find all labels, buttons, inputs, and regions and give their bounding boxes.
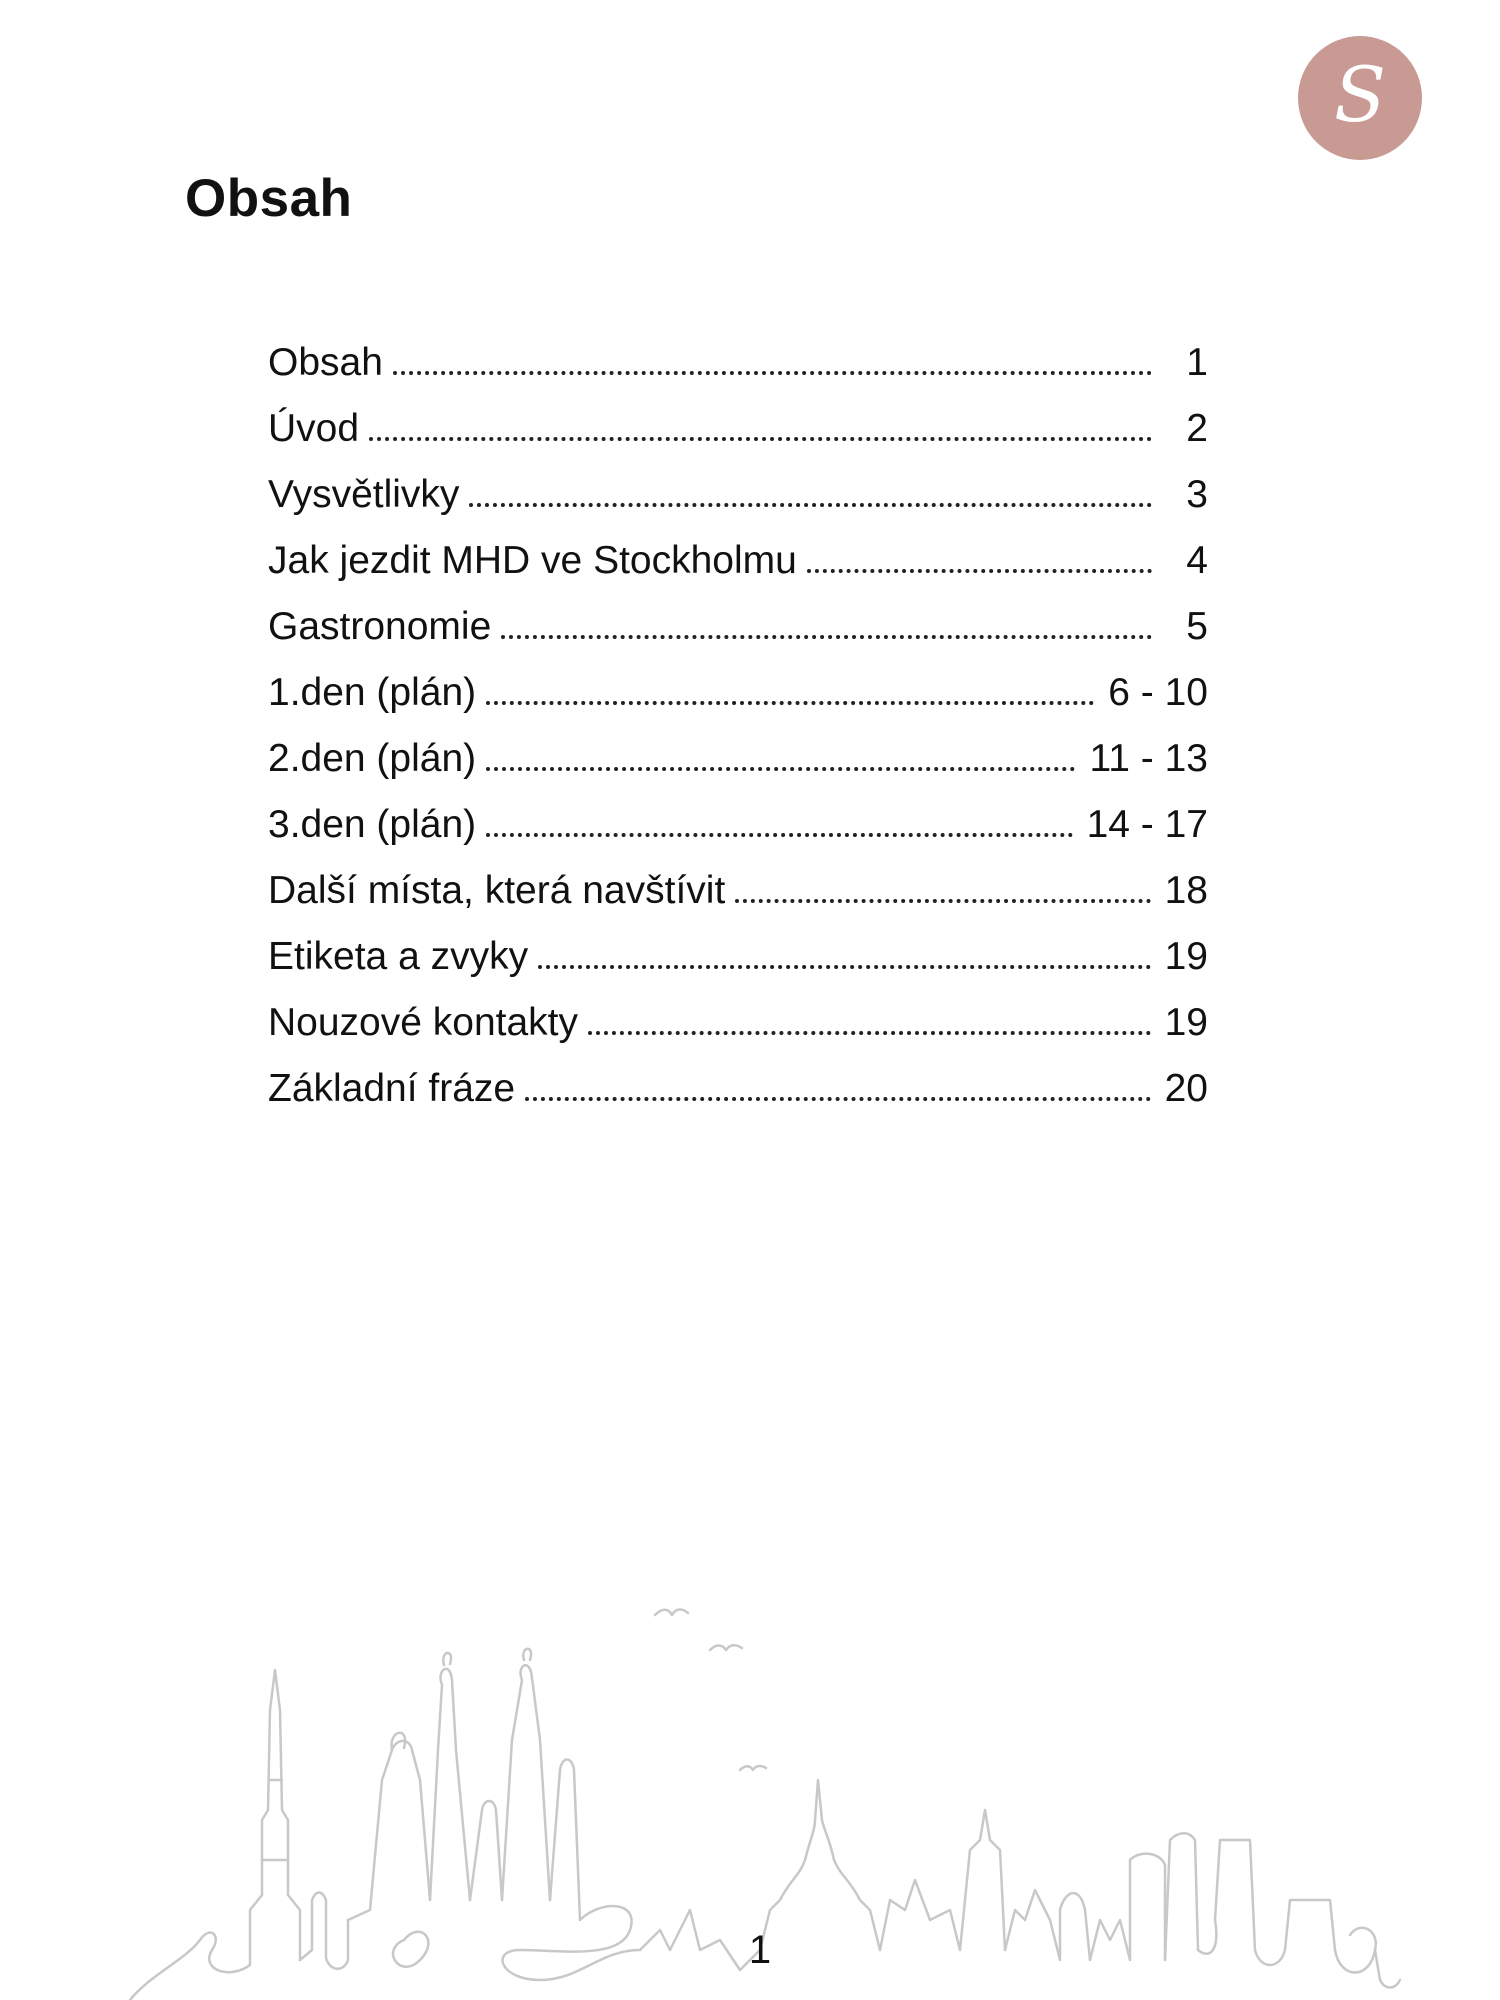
toc-dot-leader <box>807 569 1152 573</box>
toc-entry-kontakty[interactable] <box>268 990 1208 1056</box>
toc-entry-page: 6 - 10 <box>1108 671 1208 714</box>
toc-entry-title: Gastronomie <box>268 605 492 648</box>
toc-entry-etiketa[interactable] <box>268 924 1208 990</box>
toc-dot-leader <box>525 1097 1150 1101</box>
toc-dot-leader <box>369 437 1152 441</box>
toc-entry-title: Nouzové kontakty <box>268 1001 579 1044</box>
brand-logo <box>1298 36 1422 160</box>
page-number: 1 <box>748 1928 772 1972</box>
toc-entry-title: Obsah <box>268 341 383 384</box>
toc-entry-title: Vysvětlivky <box>268 473 460 516</box>
toc-entry-obsah[interactable] <box>268 330 1208 396</box>
toc-dot-leader <box>588 1031 1151 1035</box>
toc-entry-mhd[interactable] <box>268 528 1208 594</box>
toc-dot-leader <box>486 833 1072 837</box>
toc-dot-leader <box>393 371 1152 375</box>
toc-entry-title: Základní fráze <box>268 1067 516 1110</box>
toc-entry-page: 19 <box>1164 935 1208 978</box>
toc-entry-day-1[interactable] <box>268 660 1208 726</box>
toc-dot-leader <box>486 767 1075 771</box>
toc-entry-gastronomie[interactable] <box>268 594 1208 660</box>
toc-entry-dalsi-mista[interactable] <box>268 858 1208 924</box>
toc-dot-leader <box>501 635 1152 639</box>
toc-entry-day-2[interactable] <box>268 726 1208 792</box>
toc-entry-page: 19 <box>1164 1001 1208 1044</box>
toc-entry-page: 5 <box>1186 605 1208 648</box>
toc-entry-vysvetlivky[interactable] <box>268 462 1208 528</box>
toc-dot-leader <box>735 899 1150 903</box>
toc-entry-title: Úvod <box>268 407 360 450</box>
toc-dot-leader <box>469 503 1152 507</box>
toc-entry-page: 1 <box>1186 341 1208 384</box>
toc-entry-title: Jak jezdit MHD ve Stockholmu <box>268 539 797 582</box>
toc-entry-page: 3 <box>1186 473 1208 516</box>
toc-entry-title: Další místa, která navštívit <box>268 869 726 912</box>
toc-entry-title: 3.den (plán) <box>268 803 477 846</box>
toc-entry-uvod[interactable] <box>268 396 1208 462</box>
page-title: Obsah <box>185 169 353 228</box>
toc-entry-page: 4 <box>1186 539 1208 582</box>
toc-entry-fraze[interactable] <box>268 1056 1208 1122</box>
toc-entry-page: 2 <box>1186 407 1208 450</box>
toc-entry-title: Etiketa a zvyky <box>268 935 529 978</box>
toc-entry-page: 20 <box>1164 1067 1208 1110</box>
toc-entry-title: 1.den (plán) <box>268 671 477 714</box>
table-of-contents <box>268 330 1208 1122</box>
toc-dot-leader <box>486 701 1094 705</box>
toc-entry-day-3[interactable] <box>268 792 1208 858</box>
logo-letter: S <box>1333 50 1387 139</box>
toc-entry-page: 18 <box>1164 869 1208 912</box>
toc-entry-page: 11 - 13 <box>1089 737 1208 780</box>
toc-dot-leader <box>538 965 1151 969</box>
toc-entry-page: 14 - 17 <box>1086 803 1208 846</box>
city-skyline-illustration <box>0 1480 1500 2000</box>
toc-entry-title: 2.den (plán) <box>268 737 477 780</box>
